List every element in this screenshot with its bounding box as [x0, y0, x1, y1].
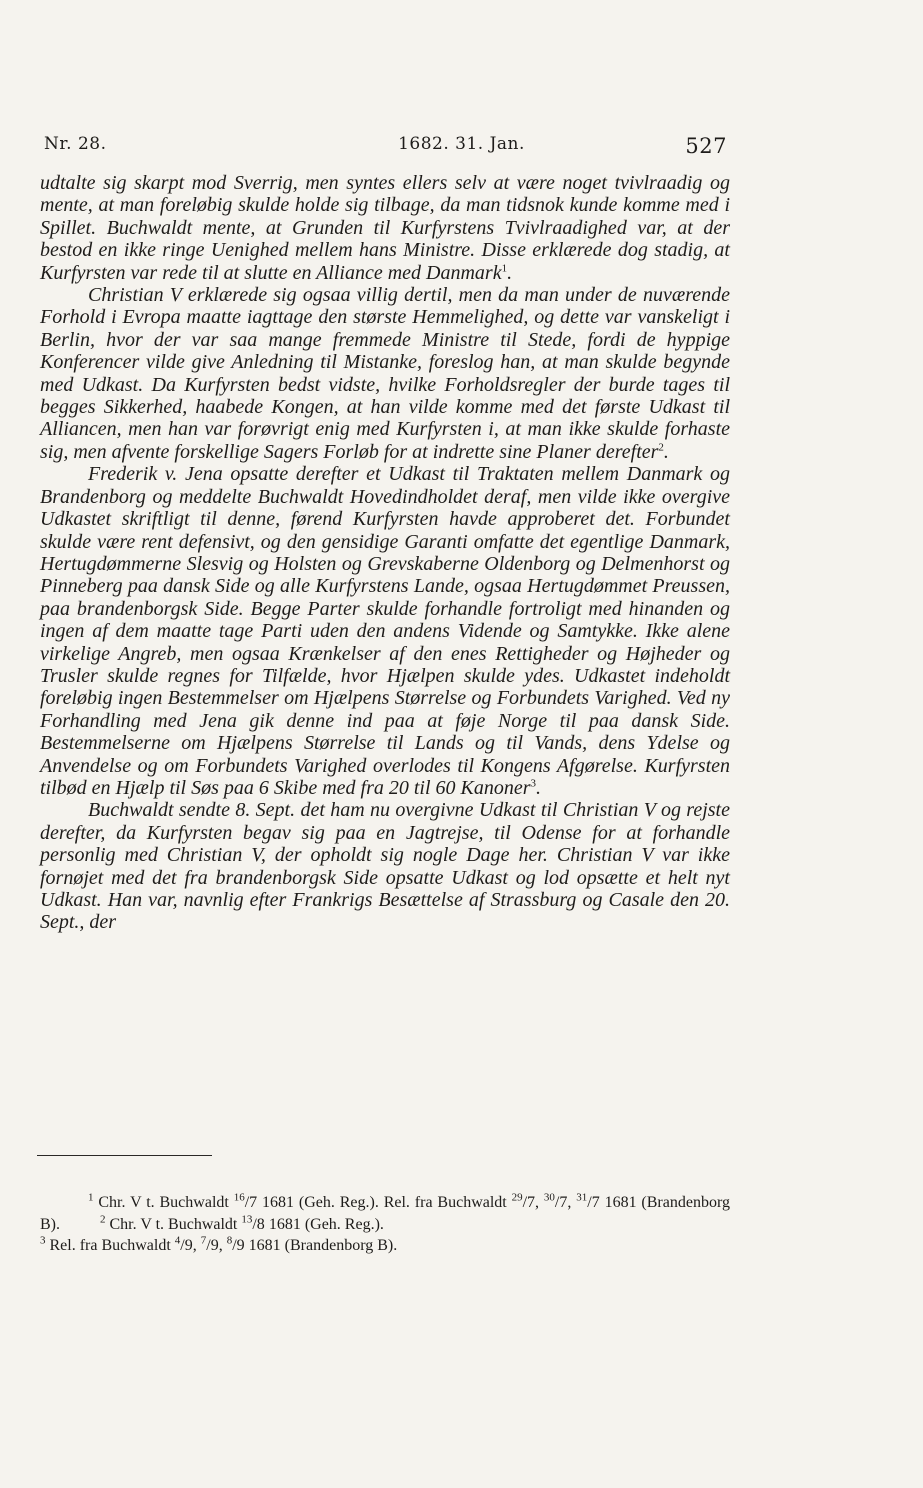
footnote-text: 1681 (Brandenborg B). — [40, 1194, 731, 1233]
date-day: 31 — [576, 1191, 588, 1204]
paragraph-text: udtalte sig skarpt mod Sverrig, men syntes ellers selv at være noget tvivlraadig og mente, at man foreløbig skulde holde sig tilbage, da man tidsnok kunde komme med i Spillet. Buchwaldt mente, at Grunden til Kurfyrstens Tvivlraadighed var, at der bestod en ikke ringe Uenighed mellem hans Ministre. Disse erklærede dog stadig, at Kurfyrsten var rede til at slutte en Alliance med Danmark — [40, 172, 730, 284]
footnote-text: Chr. V t. Buchwaldt — [98, 1194, 234, 1211]
footnote-1-2 — [40, 1192, 730, 1235]
date-day: 13 — [241, 1213, 253, 1226]
footnote-divider — [37, 1155, 212, 1156]
paragraph — [40, 284, 730, 463]
date-month: /9 — [232, 1237, 245, 1254]
date-month: /9, — [206, 1237, 227, 1254]
paragraph-text: Christian V erklærede sig ogsaa villig dertil, men da man under de nuværende Forhold i Evropa maatte iagttage den største Hemmelighed, og dette var vanskeligt i Berlin, hvor der var saa mange fremmede Ministre til Stede, fordi de hyppige Konferencer vilde give Anledning til Mistanke, foreslog han, at man skulde begynde med Udkast. Da Kurfyrsten bedst vidste, hvilke Forholdsregler der burde tages til begges Sikkerhed, haabede Kongen, at han vilde komme med det første Udkast til Alliancen, men han var forøvrigt enig med Kurfyrsten i, at man ikke skulde forhaste sig, men afvente forskellige Sagers Forløb for at indrette sine Planer derefter — [40, 284, 730, 463]
main-text — [40, 172, 730, 934]
footnote-mark: 1 — [88, 1191, 94, 1204]
date-month: /7 — [587, 1194, 600, 1211]
footnote-text: 1681 (Geh. Reg.). — [264, 1215, 384, 1233]
footnote-text: Rel. fra Buchwaldt — [45, 1237, 175, 1254]
footnote-ref: 3 — [530, 777, 537, 790]
paragraph — [40, 799, 730, 933]
date-day: 16 — [233, 1191, 245, 1204]
footnotes — [40, 1192, 730, 1257]
page-number: 527 — [685, 134, 727, 158]
document-number: Nr. 28. — [44, 134, 107, 154]
paragraph-end: . — [536, 776, 542, 799]
footnote-mark: 2 — [100, 1213, 106, 1226]
date-month: /9, — [180, 1237, 201, 1254]
footnote-mark: 3 — [40, 1234, 46, 1247]
footnote-3 — [40, 1235, 730, 1257]
paragraph-end: . — [663, 440, 669, 463]
date-month: /7, — [554, 1194, 572, 1211]
header-date: 1682. 31. Jan. — [398, 134, 525, 154]
date-month: /7, — [522, 1194, 544, 1211]
date-day: 29 — [511, 1191, 523, 1204]
footnote-text: Chr. V t. Buchwaldt — [105, 1215, 242, 1233]
date-month: /8 — [252, 1215, 265, 1233]
paragraph — [40, 172, 730, 284]
paragraph-text: Frederik v. Jena opsatte derefter et Udkast til Traktaten mellem Danmark og Brandenborg og meddelte Buchwaldt Hovedindholdet deraf, men vilde ikke overgive Udkastet skriftligt til denne, førend Kurfyrsten havde approberet det. Forbundet skulde være rent defensivt, og den gensidige Garanti omfatte det egentlige Danmark, Hertugdømmerne Slesvig og Holsten og Grevskaberne Oldenborg og Delmenhorst og Pinneberg paa dansk Side og alle Kurfyrstens Lande, ogsaa Hertugdømmet Preussen, paa brandenborgsk Side. Begge Parter skulde forhandle fortroligt med hinanden og ingen af dem maatte tage Parti uden den andens Vidende og Samtykke. Ikke alene virkelige Angreb, men ogsaa Krænkelser af den enes Rettigheder og Højheder og Trusler skulde regnes for Tilfælde, hvor Hjælpen skulde ydes. Udkastet indeholdt foreløbig ingen Bestemmelser om Hjælpens Størrelse og Forbundets Varighed. Ved ny Forhandling med Jena gik denne ind paa at føje Norge til paa dansk Side. Bestemmelserne om Hjælpens Størrelse til Lands og til Vands, dens Ydelse og Anvendelse og om Forbundets Varighed overlodes til Kongens Afgørelse. Kurfyrsten tilbød en Hjælp til Søs paa 6 Skibe med fra 20 til 60 Kanoner — [40, 463, 730, 799]
footnote-ref: 2 — [658, 441, 664, 454]
footnote-ref: 1 — [501, 261, 508, 274]
paragraph-text: Buchwaldt sendte 8. Sept. det ham nu overgivne Udkast til Christian V og rejste derefter, da Kurfyrsten begav sig paa en Jagtrejse, til Odense for at forhandle personlig med Christian V, der opholdt sig nogle Dage her. Christian V var ikke fornøjet med det fra brandenborgsk Side opsatte Udkast og lod opsætte et helt nyt Udkast. Han var, navnlig efter Frankrigs Besættelse af Strassburg og Casale den 20. Sept., der — [40, 799, 730, 934]
footnote-text: 1681 (Geh. Reg.). Rel. fra Buchwaldt — [257, 1194, 512, 1211]
date-month: /7 — [244, 1194, 258, 1211]
date-day: 30 — [543, 1191, 555, 1204]
paragraph-end: . — [507, 261, 513, 284]
footnote-text: 1681 (Brandenborg B). — [244, 1237, 398, 1254]
date-day: 7 — [200, 1234, 207, 1247]
paragraph — [40, 463, 730, 799]
date-day: 8 — [226, 1234, 233, 1247]
date-day: 4 — [174, 1234, 181, 1247]
